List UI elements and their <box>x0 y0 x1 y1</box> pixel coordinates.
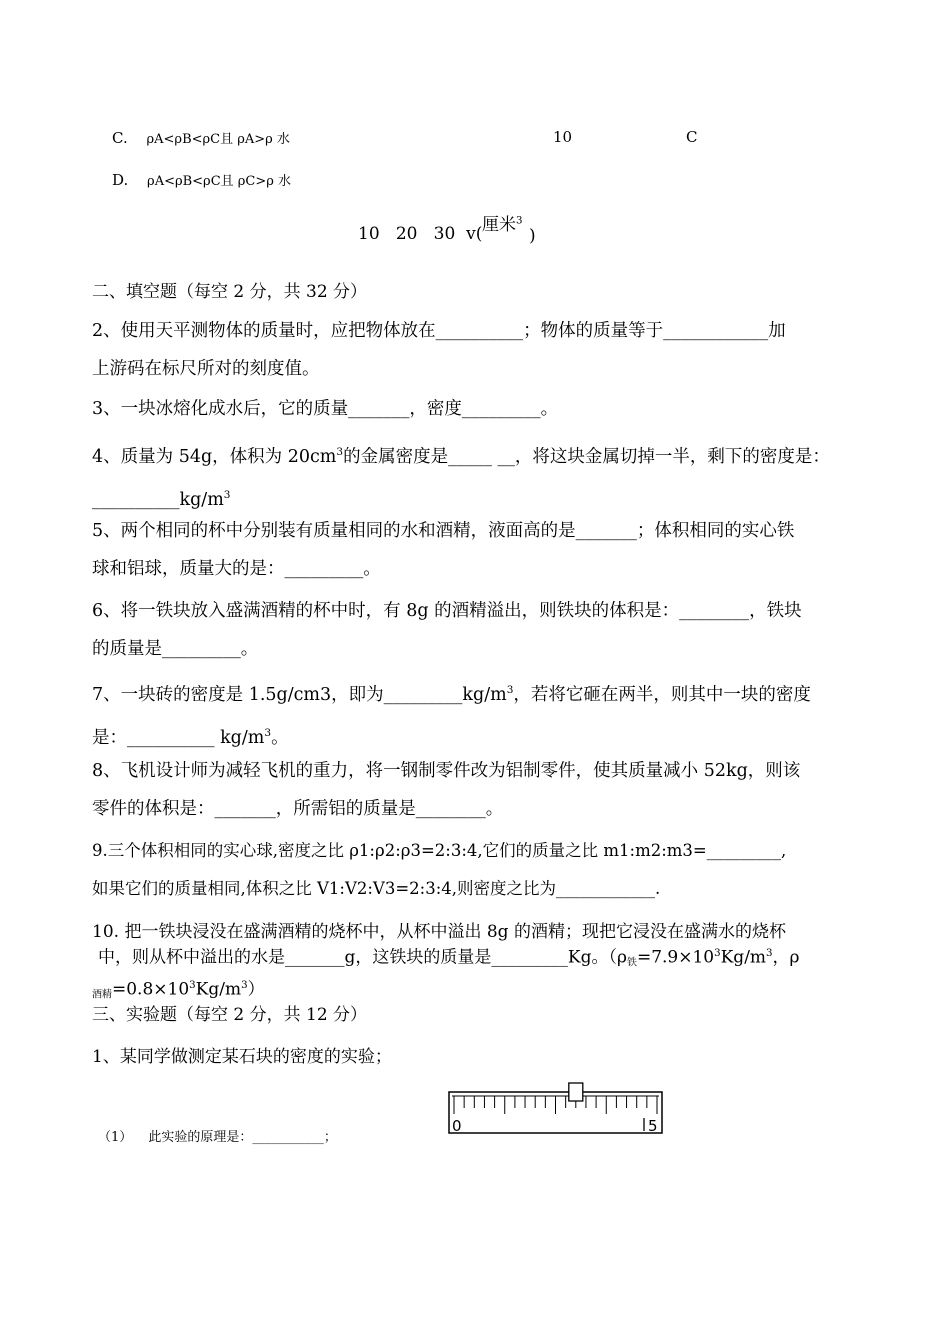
sub-question-1 <box>98 1126 337 1145</box>
ruler-label-left: 0 <box>452 1117 462 1134</box>
option-c-letter: C. <box>112 129 128 147</box>
graph-y-label-10: 10 <box>553 128 573 146</box>
graph-x-close-paren: ) <box>529 226 536 246</box>
section-2-title: 二、填空题（每空 2 分，共 32 分） <box>92 282 368 302</box>
graph-x-unit: 厘米$^3$ <box>482 215 523 235</box>
question-5 <box>92 512 867 588</box>
option-d-text: ρA<ρB<ρC且 ρC>ρ 水 <box>147 174 292 189</box>
question-6-line-2: 的质量是_________。 <box>92 639 259 659</box>
question-7-line-1: 7、一块砖的密度是 1.5g/cm3，即为$\_\_\_\_\_\_\_\_\_kg/m^3$，若将它砸在两半，则其中一块的密度 <box>92 684 811 705</box>
option-d-letter: D. <box>112 171 129 189</box>
question-3 <box>92 390 867 428</box>
question-10-line-3: 酒精$=0.8\times 10^3Kg/m^3$） <box>92 979 265 1001</box>
question-4-line-2: $\_\_\_\_\_\_\_\_\_\_kg/m^3$ <box>92 488 231 510</box>
question-5-line-2: 球和铝球，质量大的是：_________。 <box>92 559 381 579</box>
sub-question-1-number: （1） <box>98 1130 133 1145</box>
question-7-line-2: 是：__________ $kg/m^3$。 <box>92 726 289 748</box>
section-3-question-1: 1、某同学做测定某石块的密度的实验； <box>92 1047 392 1067</box>
question-2-line-1: 2、使用天平测物体的质量时，应把物体放在__________；物体的质量等于____________加 <box>92 321 786 341</box>
section-3-title: 三、实验题（每空 2 分，共 12 分） <box>92 1005 368 1025</box>
question-3-line-1: 3、一块冰熔化成水后，它的质量_______，密度_________。 <box>92 399 559 419</box>
question-2-line-2: 上游码在标尺所对的刻度值。 <box>92 359 320 379</box>
sub-question-1-text: 此实验的原理是：___________； <box>148 1130 337 1145</box>
question-5-line-1: 5、两个相同的杯中分别装有质量相同的水和酒精，液面高的是_______；体积相同的实心铁 <box>92 521 795 541</box>
question-7 <box>92 671 867 757</box>
option-d <box>112 170 291 189</box>
question-9-line-1: 9.三个体积相同的实心球,密度之比 ρ1:ρ2:ρ3=2:3:4,它们的质量之比 m1:m2:m3=_________, <box>92 841 787 860</box>
question-4 <box>92 433 867 519</box>
question-6 <box>92 592 867 668</box>
question-8 <box>92 752 867 828</box>
graph-x-ticks: 10 20 30 v( <box>358 224 483 244</box>
graph-x-axis-labels <box>358 224 482 244</box>
option-c <box>112 128 290 147</box>
question-8-line-1: 8、飞机设计师为减轻飞机的重力，将一钢制零件改为铝制零件，使其质量减小 52kg，则该 <box>92 761 801 781</box>
ruler-rider <box>569 1083 583 1101</box>
question-4-line-1: 4、质量为 54g，体积为 $20cm^3$的金属密度是_____ __，将这块金属切掉一半，剩下的密度是： <box>92 446 830 467</box>
ruler-ticks <box>454 1096 657 1114</box>
ruler-label-right: 5 <box>648 1117 658 1134</box>
question-9 <box>92 832 867 908</box>
graph-line-label-c: C <box>686 128 698 146</box>
question-8-line-2: 零件的体积是：_______，所需铝的质量是________。 <box>92 799 504 819</box>
question-10-line-2: 中，则从杯中溢出的水是_______g，这铁块的质量是_________Kg。（ρ铁$=7.9\times 10^3Kg/m^3$，ρ <box>98 947 800 969</box>
question-10 <box>92 921 867 1006</box>
option-c-text: ρA<ρB<ρC且 ρA>ρ 水 <box>146 132 290 147</box>
question-6-line-1: 6、将一铁块放入盛满酒精的杯中时，有 8g 的酒精溢出，则铁块的体积是：________，铁块 <box>92 601 802 621</box>
question-9-line-2: 如果它们的质量相同,体积之比 V1:V2:V3=2:3:4,则密度之比为____________. <box>92 879 661 898</box>
question-10-line-1: 10. 把一铁块浸没在盛满酒精的烧杯中，从杯中溢出 8g 的酒精；现把它浸没在盛满水的烧杯 <box>92 922 786 942</box>
balance-ruler <box>448 1082 663 1134</box>
question-2 <box>92 312 867 388</box>
